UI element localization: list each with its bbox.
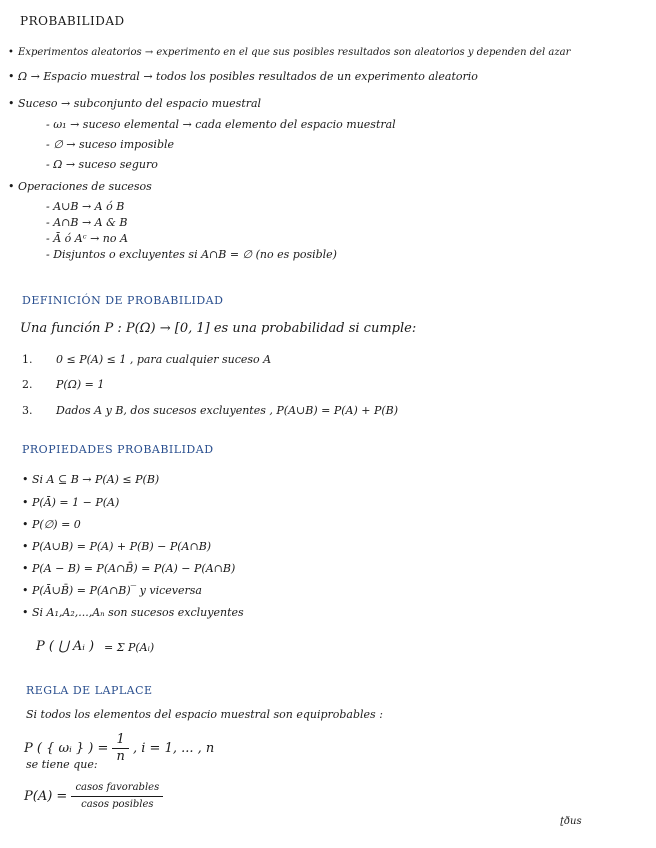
laplace-elemental-right: , i = 1, ... , n — [133, 741, 215, 756]
bullet-operaciones: • Operaciones de sucesos — [18, 180, 152, 194]
heading-definicion: DEFINICIÓN DE PROBABILIDAD — [22, 294, 224, 307]
operacion-union: - A∪B → A ó B — [46, 200, 125, 213]
suceso-imposible: - ∅ → suceso imposible — [46, 138, 175, 151]
heading-propiedades: PROPIEDADES PROBABILIDAD — [22, 443, 214, 456]
definicion-funcion: Una función P : P(Ω) → [0, 1] es una probabilidad si cumple: — [20, 321, 417, 336]
fraction-denominator-posibles: casos posibles — [81, 799, 154, 810]
heading-laplace: REGLA DE LAPLACE — [26, 684, 153, 697]
axiom-1: 0 ≤ P(A) ≤ 1 , para cualquier suceso A — [56, 353, 272, 366]
union-finita-left: P ( ⋃ Aᵢ ) — [36, 639, 95, 654]
propiedad-diferencia: • P(A − B) = P(A∩B̄) = P(A) − P(A∩B) — [32, 562, 235, 576]
laplace-se-tiene: se tiene que: — [26, 758, 98, 771]
operacion-complemento: - Ā ó Aᶜ → no A — [46, 232, 128, 245]
operacion-disjuntos: - Disjuntos o excluyentes si A∩B = ∅ (no es posible) — [46, 248, 337, 261]
propiedad-inclusion: • Si A ⊆ B → P(A) ≤ P(B) — [32, 473, 159, 487]
suceso-seguro: - Ω → suceso seguro — [46, 158, 158, 171]
bullet-suceso: • Suceso → subconjunto del espacio muestral — [18, 97, 261, 111]
laplace-elemental-left: P ( { ωᵢ } ) = — [24, 741, 109, 756]
propiedad-morgan: • P(Ā∪B̄) = P(A∩B)‾ y viceversa — [32, 584, 202, 598]
author-signature: ʈðus — [560, 816, 582, 827]
bullet-espacio-muestral: • Ω → Espacio muestral → todos los posibles resultados de un experimento aleatorio — [18, 70, 478, 84]
fraction-numerator-favorables: casos favorables — [71, 781, 163, 797]
laplace-formula-general — [24, 781, 163, 812]
propiedad-union: • P(A∪B) = P(A) + P(B) − P(A∩B) — [32, 540, 211, 554]
laplace-fraction-1-n — [112, 733, 128, 764]
axiom-2: P(Ω) = 1 — [56, 378, 105, 391]
item-number-3: 3. — [22, 404, 33, 417]
suceso-elemental: - ω₁ → suceso elemental → cada elemento del espacio muestral — [46, 118, 396, 131]
axiom-3: Dados A y B, dos sucesos excluyentes , P(A∪B) = P(A) + P(B) — [56, 404, 399, 417]
page-title: PROBABILIDAD — [20, 14, 125, 28]
bullet-experimentos: • Experimentos aleatorios → experimento en el que sus posibles resultados son aleatorios y dependen del azar — [18, 46, 570, 60]
laplace-fraction-casos — [71, 781, 163, 812]
propiedad-excluyentes: • Si A₁,A₂,...,Aₙ son sucesos excluyentes — [32, 606, 244, 620]
fraction-numerator: 1 — [112, 733, 128, 749]
union-finita-right: = Σ P(Aᵢ) — [104, 641, 155, 654]
item-number-1: 1. — [22, 353, 33, 366]
laplace-condicion: Si todos los elementos del espacio muestral son equiprobables : — [26, 708, 383, 721]
propiedad-vacio: • P(∅) = 0 — [32, 518, 81, 532]
laplace-general-left: P(A) = — [24, 789, 68, 804]
item-number-2: 2. — [22, 378, 33, 391]
propiedad-complemento: • P(Ā) = 1 − P(A) — [32, 496, 119, 510]
fraction-denominator: n — [116, 749, 125, 764]
operacion-interseccion: - A∩B → A & B — [46, 216, 128, 229]
